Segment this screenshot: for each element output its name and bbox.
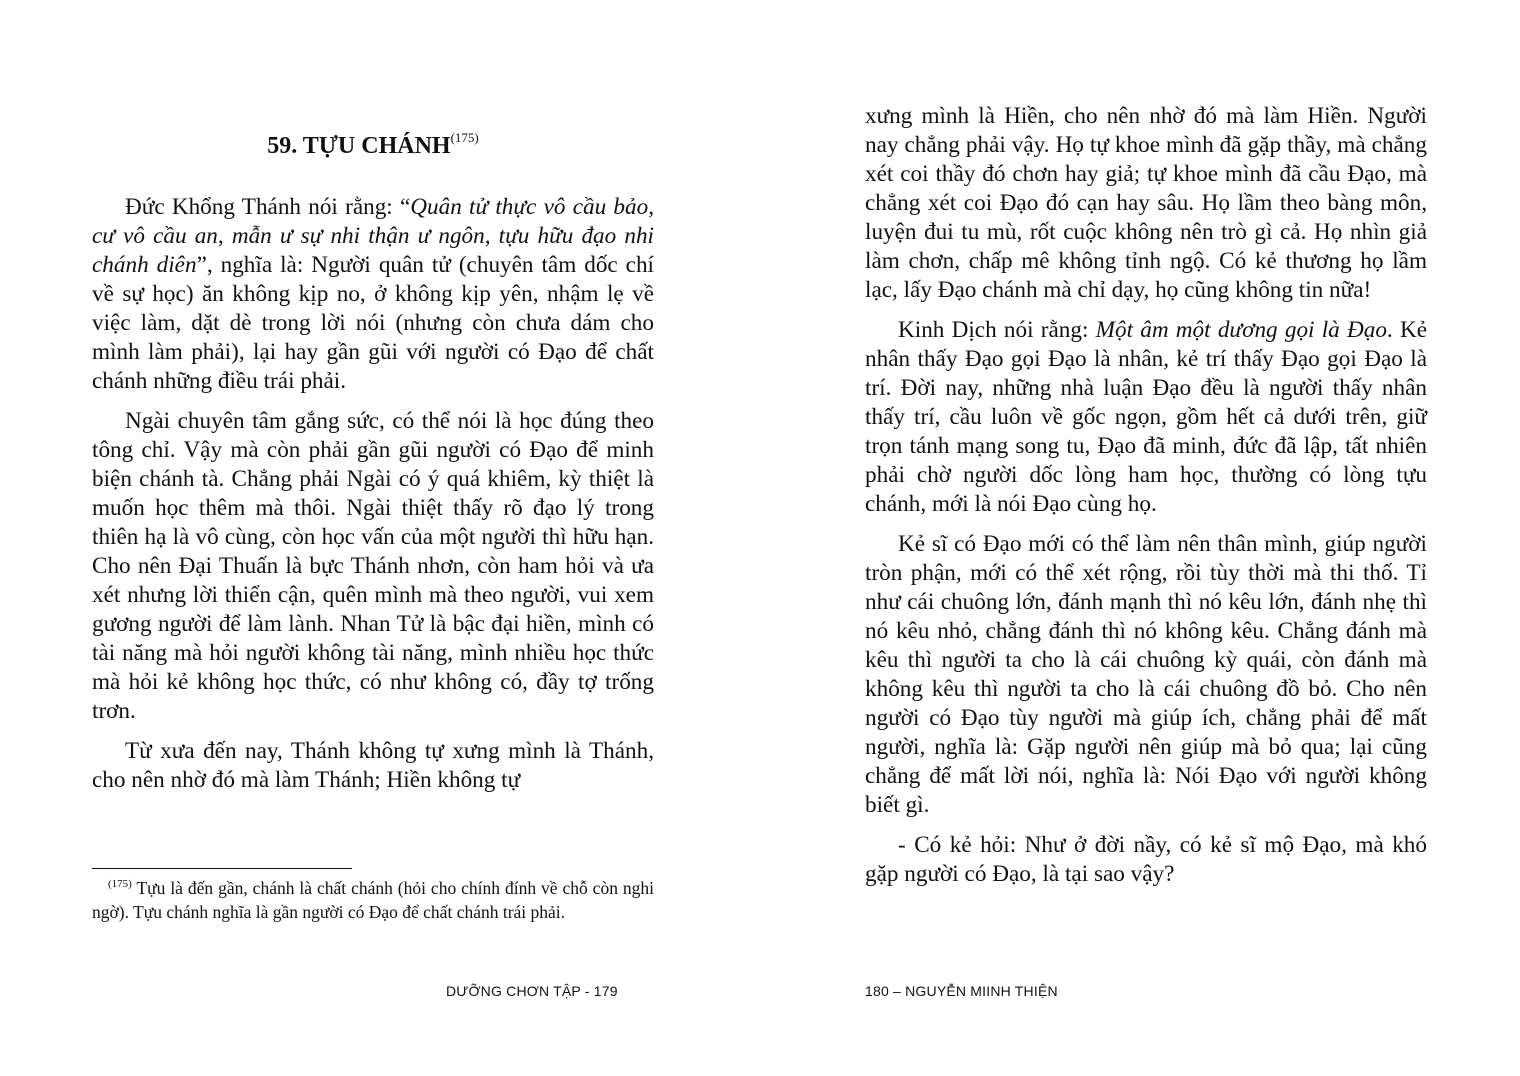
confucius-quote: Quân tử thực vô cầu bảo, cư vô cầu an, mẫn ư sự nhi thận ư ngôn, tựu hữu đạo nhi chánh diên bbox=[92, 194, 654, 278]
footnote-text: Tựu là đến gần, chánh là chất chánh (hỏi cho chính đính về chỗ còn nghi ngờ). Tựu chánh nghĩa là gần người có Đạo để chất chánh trái phải. bbox=[92, 878, 654, 922]
right-paragraph-1: xưng mình là Hiền, cho nên nhờ đó mà làm Hiền. Người nay chẳng phải vậy. Họ tự khoe mình đã gặp thầy, mà chẳng xét coi thầy đó chơn hay giả; tự khoe mình đã cầu Đạo, mà chẳng xét coi Đạo đó cạn hay sâu. Họ lầm theo bàng môn, luyện đui tu mù, rốt cuộc không nên trò gì cả. Họ nhìn giả làm chơn, chấp mê không tỉnh ngộ. Có kẻ thương họ lầm lạc, lấy Đạo chánh mà chỉ dạy, họ cũng không tin nữa! bbox=[865, 103, 1427, 303]
left-paragraph-2: Ngài chuyên tâm gắng sức, có thể nói là học đúng theo tông chỉ. Vậy mà còn phải gần gũi người có Đạo để minh biện chánh tà. Chẳng phải Ngài có ý quá khiêm, kỳ thiệt là muốn học thêm mà thôi. Ngài thiệt thấy rõ đạo lý trong thiên hạ là vô cùng, còn học vấn của một người thì hữu hạn. Cho nên Đại Thuấn là bực Thánh nhơn, còn ham hỏi và ưa xét nhưng lời thiển cận, quên mình mà theo người, vui xem gương người để làm lành. Nhan Tử là bậc đại hiền, mình có tài năng mà hỏi người không tài năng, mình nhiều học thức mà hỏi kẻ không học thức, có như không có, đầy tợ trống trơn. bbox=[92, 408, 654, 724]
chapter-title-text: 59. TỰU CHÁNH bbox=[267, 133, 451, 159]
right-paragraph-2-lead: Kinh Dịch nói rằng: bbox=[898, 317, 1096, 343]
right-paragraph-2-rest: . Kẻ nhân thấy Đạo gọi Đạo là nhân, kẻ trí thấy Đạo gọi Đạo là trí. Đời nay, những nhà luận Đạo đều là người thấy nhân thấy trí, cầu luôn về gốc ngọn, gồm hết cả dưới trên, giữ trọn tánh mạng song tu, Đạo đã minh, đức đã lập, tất nhiên phải chờ người dốc lòng ham học, thường có lòng tựu chánh, mới là nói Đạo cùng họ. bbox=[865, 317, 1427, 517]
chapter-footnote-ref: (175) bbox=[450, 130, 479, 145]
left-paragraph-1 bbox=[92, 193, 654, 396]
left-body-text bbox=[92, 193, 654, 806]
left-paragraph-3: Từ xưa đến nay, Thánh không tự xưng mình là Thánh, cho nên nhờ đó mà làm Thánh; Hiền không tự bbox=[92, 738, 654, 793]
footnote-marker: (175) bbox=[108, 878, 132, 890]
chapter-title bbox=[92, 130, 654, 162]
left-paragraph-1-rest: ”, nghĩa là: Người quân tử (chuyên tâm dốc chí về sự học) ăn không kịp no, ở không kịp yên, nhậm lẹ về việc làm, dặt dè trong lời nói (nhưng còn chưa dám cho mình làm phải), lại hay gần gũi với người có Đạo để chất chánh những điều trái phải. bbox=[92, 252, 654, 394]
right-body-text bbox=[865, 102, 1427, 900]
footnote-175 bbox=[92, 877, 654, 924]
right-paragraph-3: Kẻ sĩ có Đạo mới có thể làm nên thân mình, giúp người tròn phận, mới có thể xét rộng, rồi tùy thời mà thi thố. Tỉ như cái chuông lớn, đánh mạnh thì nó kêu lớn, đánh nhẹ thì nó kêu nhỏ, chẳng đánh thì nó không kêu. Chẳng đánh mà kêu thì người ta cho là cái chuông kỳ quái, còn đánh mà không kêu thì người ta cho là cái chuông đồ bỏ. Cho nên người có Đạo tùy người mà giúp ích, chẳng phải để mất người, nghĩa là: Gặp người nên giúp mà bỏ qua; lại cũng chẳng để mất lời nói, nghĩa là: Nói Đạo với người không biết gì. bbox=[865, 531, 1427, 818]
right-paragraph-4: - Có kẻ hỏi: Như ở đời nầy, có kẻ sĩ mộ Đạo, mà khó gặp người có Đạo, là tại sao vậy? bbox=[865, 832, 1427, 887]
footnote-divider bbox=[92, 868, 352, 869]
left-paragraph-1-lead: Đức Khổng Thánh nói rằng: “ bbox=[125, 194, 411, 220]
right-paragraph-2 bbox=[865, 316, 1427, 519]
left-page-footer: DƯỠNG CHƠN TẬP - 179 bbox=[446, 983, 618, 999]
kinh-dich-quote: Một âm một dương gọi là Đạo bbox=[1095, 317, 1387, 343]
right-page-footer: 180 – NGUYỄN MIINH THIỆN bbox=[865, 983, 1058, 999]
